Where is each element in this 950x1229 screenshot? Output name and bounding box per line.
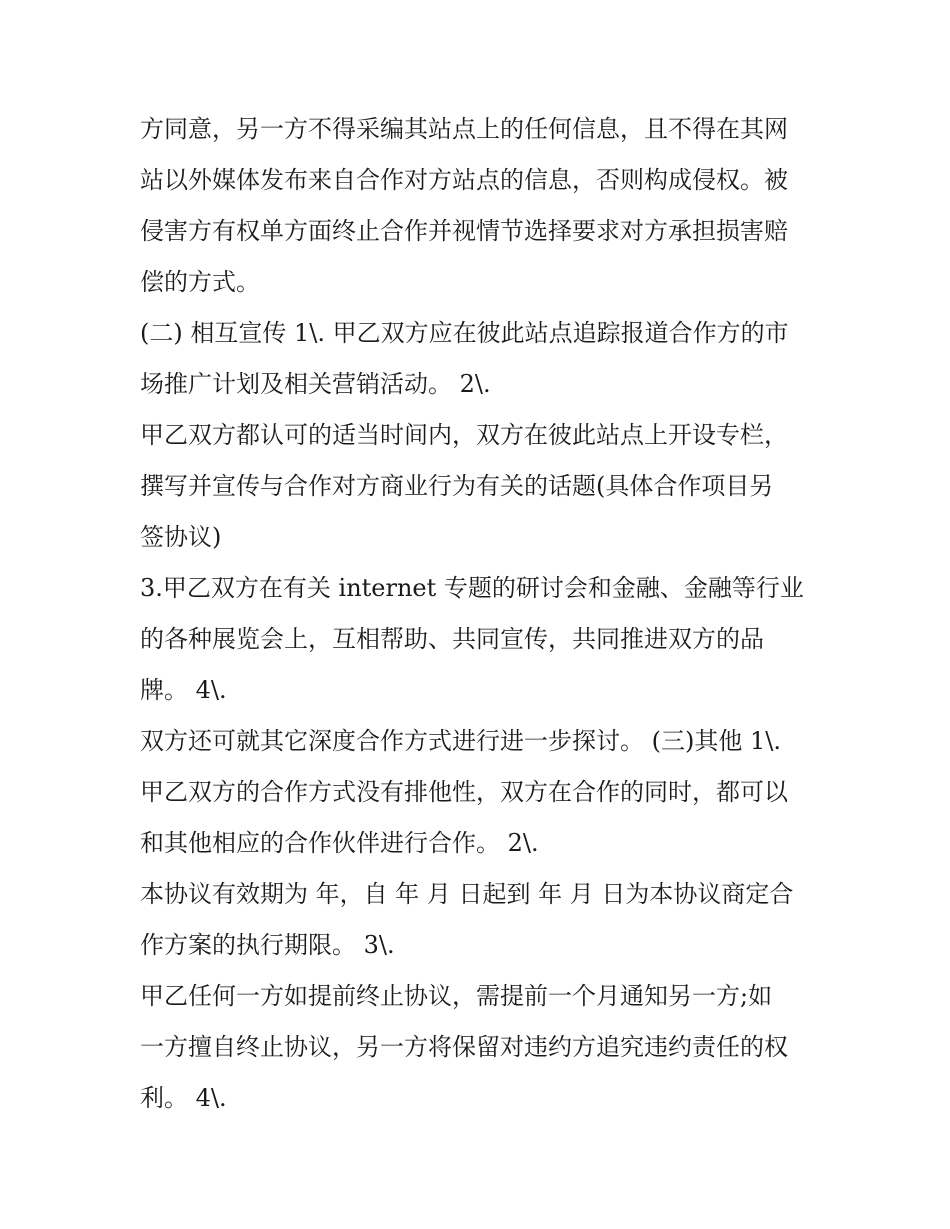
text-line: 偿的方式。 bbox=[140, 268, 260, 296]
text-line: 作方案的执行期限。 3\. bbox=[140, 931, 395, 959]
text-line: 的各种展览会上，互相帮助、共同宣传，共同推进双方的品 bbox=[140, 625, 764, 653]
text-line: 侵害方有权单方面终止合作并视情节选择要求对方承担损害赔 bbox=[140, 217, 788, 245]
document-body bbox=[140, 104, 820, 1124]
text-line: 撰写并宣传与合作对方商业行为有关的话题(具体合作项目另 bbox=[140, 472, 774, 500]
text-line: 甲乙任何一方如提前终止协议，需提前一个月通知另一方;如 bbox=[140, 982, 773, 1010]
text-line: 甲乙双方都认可的适当时间内，双方在彼此站点上开设专栏， bbox=[140, 421, 788, 449]
text-line: 签协议) bbox=[140, 523, 222, 551]
text-line: (二) 相互宣传 1\. 甲乙双方应在彼此站点追踪报道合作方的市 bbox=[140, 319, 789, 347]
text-line: 和其他相应的合作伙伴进行合作。 2\. bbox=[140, 829, 539, 857]
text-line: 场推广计划及相关营销活动。 2\. bbox=[140, 370, 491, 398]
text-line: 牌。 4\. bbox=[140, 676, 227, 704]
text-line: 站以外媒体发布来自合作对方站点的信息，否则构成侵权。被 bbox=[140, 166, 788, 194]
text-line: 一方擅自终止协议，另一方将保留对违约方追究违约责任的权 bbox=[140, 1033, 788, 1061]
text-line: 方同意，另一方不得采编其站点上的任何信息，且不得在其网 bbox=[140, 115, 788, 143]
text-line: 甲乙双方的合作方式没有排他性，双方在合作的同时，都可以 bbox=[140, 778, 788, 806]
text-line: 利。 4\. bbox=[140, 1084, 227, 1112]
text-line: 双方还可就其它深度合作方式进行进一步探讨。 (三)其他 1\. bbox=[140, 727, 781, 755]
text-line: 3.甲乙双方在有关 internet 专题的研讨会和金融、金融等行业 bbox=[140, 574, 804, 602]
text-line: 本协议有效期为 年，自 年 月 日起到 年 月 日为本协议商定合 bbox=[140, 880, 794, 908]
